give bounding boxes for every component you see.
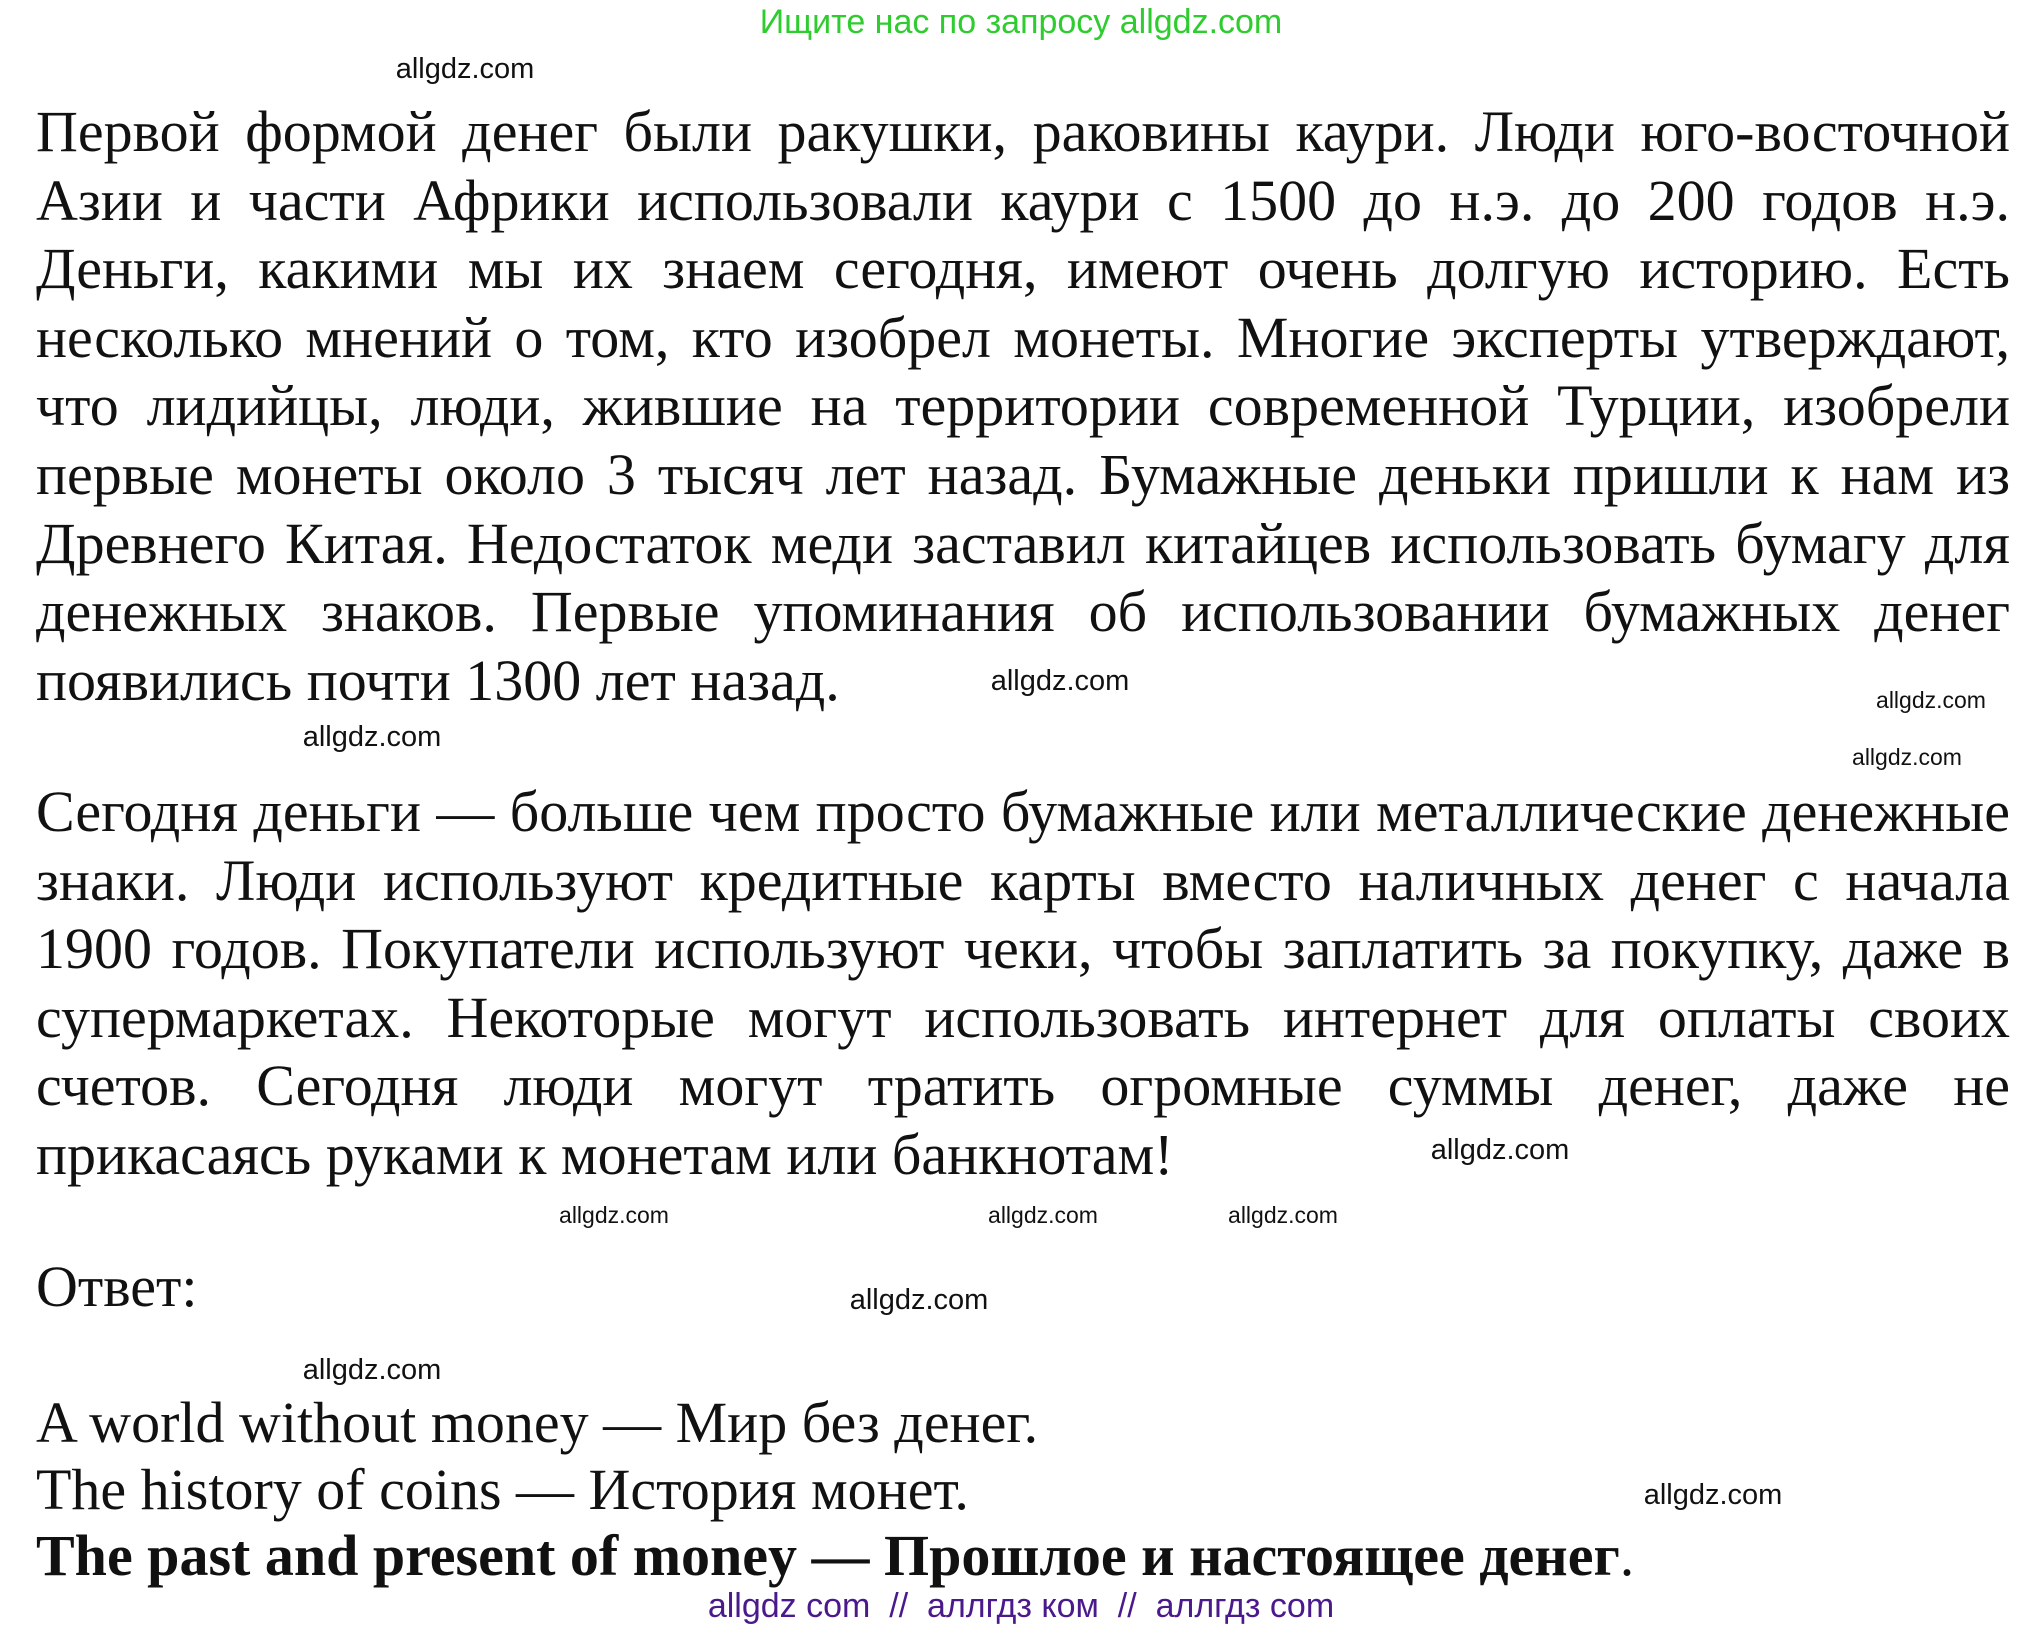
answer-1: A world without money — Мир без денег.: [36, 1390, 1039, 1455]
answer-2: The history of coins — История монет.: [36, 1457, 969, 1522]
watermark: allgdz.com: [302, 1354, 442, 1386]
watermark: allgdz.com: [302, 721, 442, 753]
text-line: первые монеты около 3 тысяч лет назад. Бумажные деньки пришли к нам из: [36, 441, 2010, 507]
text-line: прикасаясь руками к монетам или банкнотам!: [36, 1121, 1174, 1187]
text-line: денежных знаков. Первые упоминания об использовании бумажных денег: [36, 579, 2010, 645]
watermark: allgdz.com: [849, 1284, 989, 1316]
watermark: allgdz.com: [990, 665, 1130, 697]
watermark: allgdz.com: [1228, 1202, 1338, 1228]
search-hint-header: Ищите нас по запросу allgdz.com: [759, 3, 1283, 41]
watermark: allgdz.com: [1876, 687, 1986, 713]
watermark: allgdz.com: [1852, 744, 1962, 770]
answer-3-period: .: [1619, 1523, 1635, 1588]
text-line: Древнего Китая. Недостаток меди заставил китайцев использовать бумагу для: [36, 510, 2010, 576]
text-line: Деньги, какими мы их знаем сегодня, имеют очень долгую историю. Есть: [36, 236, 2010, 302]
watermark: allgdz.com: [988, 1202, 1098, 1228]
text-line: супермаркетах. Некоторые могут использовать интернет для оплаты своих: [36, 984, 2010, 1050]
watermark: allgdz.com: [1643, 1479, 1783, 1511]
text-line: Сегодня деньги — больше чем просто бумажные или металлические денежные: [36, 779, 2010, 844]
text-line: счетов. Сегодня люди могут тратить огромные суммы денег, даже не: [36, 1053, 2010, 1119]
answer-label: Ответ:: [36, 1254, 198, 1319]
text-line: несколько мнений о том, кто изобрел монеты. Многие эксперты утверждают,: [36, 304, 2010, 370]
answer-3: [36, 1522, 1634, 1591]
footer-watermark: allgdz com // аллгдз ком // аллгдз com: [707, 1587, 1335, 1625]
watermark: allgdz.com: [559, 1202, 669, 1228]
text-line: появились почти 1300 лет назад.: [36, 647, 840, 713]
answer-3-bold: The past and present of money — Прошлое и настоящее денег: [36, 1523, 1620, 1588]
text-line: знаки. Люди используют кредитные карты вместо наличных денег с начала: [36, 847, 2010, 913]
watermark: allgdz.com: [1430, 1134, 1570, 1166]
paragraph-1: [36, 98, 2010, 715]
paragraph-2: [36, 778, 2010, 1190]
text-line: 1900 годов. Покупатели используют чеки, чтобы заплатить за покупку, даже в: [36, 916, 2010, 982]
text-line: что лидийцы, люди, жившие на территории современной Турции, изобрели: [36, 373, 2010, 439]
watermark: allgdz.com: [395, 53, 535, 85]
text-line: Азии и части Африки использовали каури с 1500 до н.э. до 200 годов н.э.: [36, 167, 2010, 233]
text-line: Первой формой денег были ракушки, раковины каури. Люди юго-восточной: [36, 99, 2010, 164]
